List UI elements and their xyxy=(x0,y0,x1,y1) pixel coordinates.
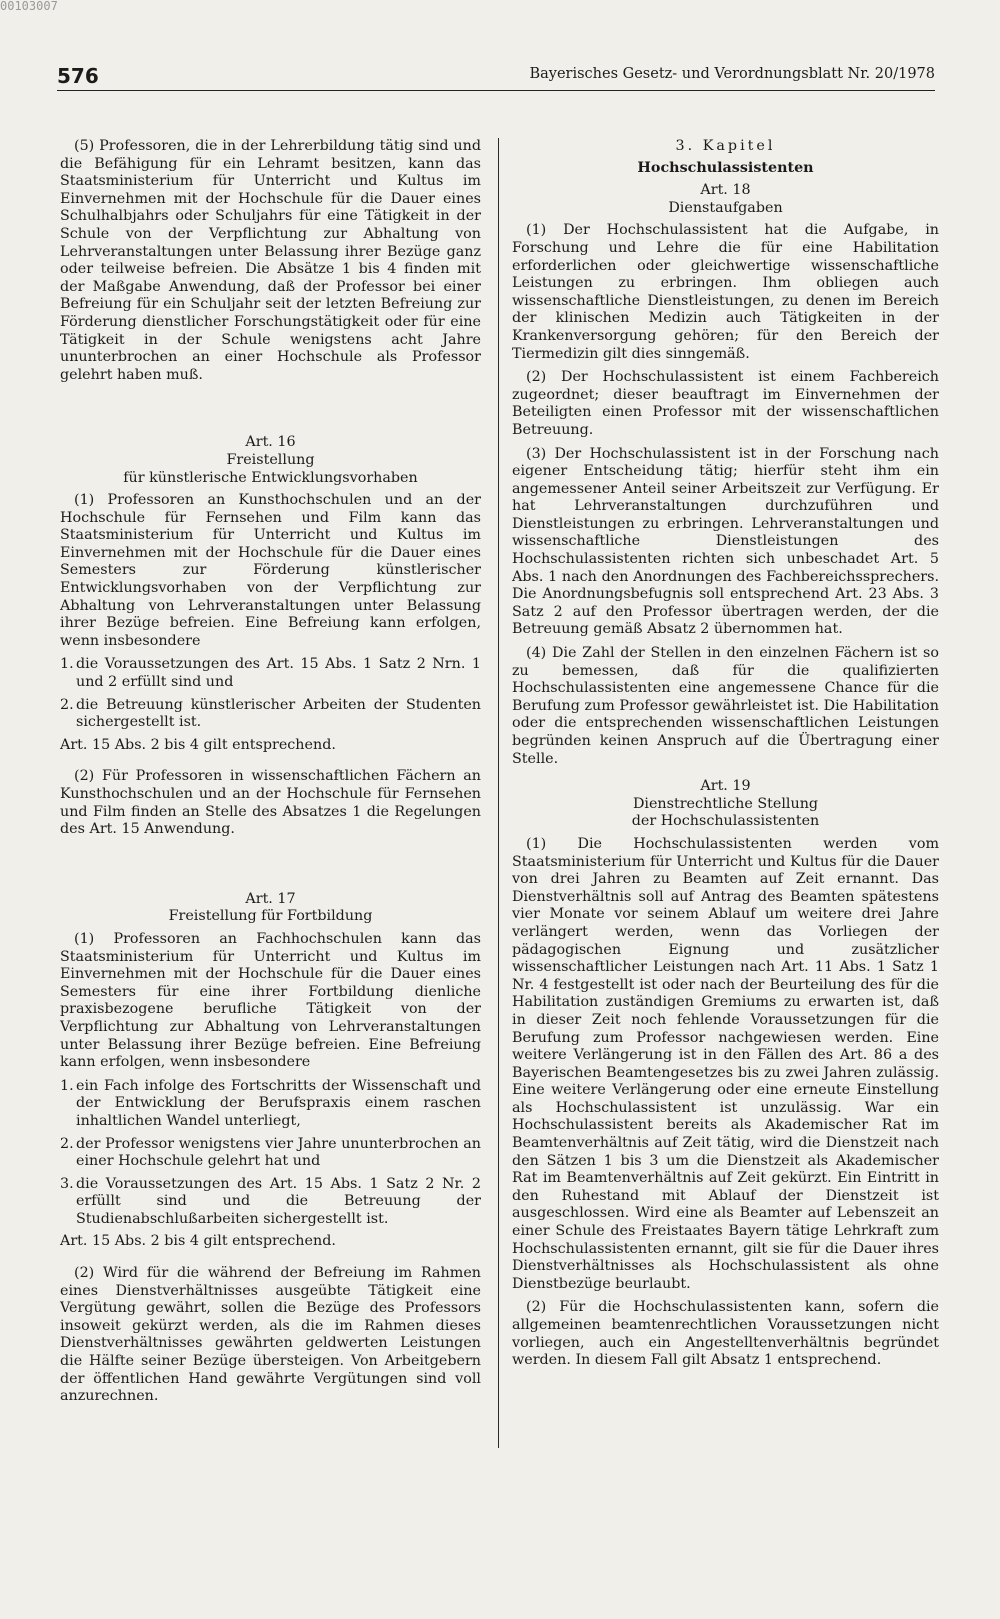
art18-paragraph-1: (1) Der Hochschulassistent hat die Aufgabe, in Forschung und Lehre die für eine Habilitation erforderlichen oder gleichwertige wissenschaftliche Leistungen zu erbringen. Ihm obliegen auch wissenschaftliche Dienstleistungen, zu denen im Bereich der klinischen Medizin auch Tätigkeiten in der Krankenversorgung gehören; für den Bereich der Tiermedizin gilt dies sinngemäß. xyxy=(512,222,939,362)
art17-title: Freistellung für Fortbildung xyxy=(168,908,373,925)
list-number: 2. xyxy=(60,696,74,713)
art18-paragraph-2: (2) Der Hochschulassistent ist einem Fachbereich zugeordnet; dieser beauftragt im Einvernehmen der Beteiligten einen Professor mit der wissenschaftlichen Betreuung. xyxy=(512,369,939,438)
art16-title-line1: Freistellung xyxy=(226,451,315,468)
spacer xyxy=(60,845,481,891)
art18-paragraph-3: (3) Der Hochschulassistent ist in der Forschung nach eigener Entscheidung tätig; hierfür steht ihm ein angemessener Anteil seiner Arbeitszeit zur Verfügung. Er hat Lehrveranstaltungen durchzuführen und Dienstleistungen zu erbringen. Lehrveranstaltungen und wissenschaftliche Dienstleistungen des Hochschulassistenten richten sich unbeschadet Art. 5 Abs. 1 nach den Anordnungen des Fachbereichssprechers. Die Anordnungsbefugnis soll entsprechend Art. 23 Abs. 3 Satz 2 auf den Professor übertragen werden, der die Betreuung gemäß Absatz 2 übernommen hat. xyxy=(512,445,939,638)
art17-list-item xyxy=(60,1078,481,1131)
left-column xyxy=(60,138,481,1412)
art16-paragraph-2: (2) Für Professoren in wissenschaftlichen Fächern an Kunsthochschulen und an der Hochschule für Fernsehen und Film finden an Stelle des Absatzes 1 die Regelungen des Art. 15 Anwendung. xyxy=(60,768,481,838)
right-column xyxy=(512,138,939,1376)
chapter-title: Hochschulassistenten xyxy=(637,159,814,176)
art19-paragraph-1: (1) Die Hochschulassistenten werden vom Staatsministerium für Unterricht und Kultus für die Dauer von drei Jahren zu Beamten auf Zeit ernannt. Das Dienstverhältnis soll auf Antrag des Beamten spätestens vier Monate vor seinem Ablauf um weitere drei Jahre verlängert werden, wenn das Vorliegen der pädagogischen Eignung und zusätzlicher wissenschaftlicher Leistungen nach Art. 11 Abs. 1 Satz 1 Nr. 4 festgestellt ist oder nach der Beurteilung des für die Habilitation zuständigen Gremiums zu erwarten ist, daß in dieser Zeit noch fehlende Voraussetzungen für die Berufung zum Professor nachgewiesen werden. Eine weitere Verlängerung ist in den Fällen des Art. 86 a des Bayerischen Beamtengesetzes bis zu zwei Jahren zulässig. Eine weitere Verlängerung oder eine erneute Einstellung als Hochschulassistent ist unzulässig. War ein Hochschulassistent bereits als Akademischer Rat im Beamtenverhältnis auf Zeit tätig, wird die Dienstzeit nach den Sätzen 1 bis 3 um die Dienstzeit als Akademischer Rat im Beamtenverhältnis auf Zeit gekürzt. Ein Eintritt in den Ruhestand mit Ablauf der Dienstzeit ist ausgeschlossen. Wird eine als Beamter auf Lebenszeit an einer Schule des Freistaates Bayern tätige Lehrkraft zum Hochschulassistenten ernannt, gilt sie für die Dauer ihres Dienstverhältnisses als Hochschulassistent als ohne Dienstbezüge beurlaubt. xyxy=(512,835,939,1292)
list-text: die Betreuung künstlerischer Arbeiten der Studenten sichergestellt ist. xyxy=(76,696,481,731)
art16-title-line2: für künstlerische Entwicklungsvorhaben xyxy=(123,469,418,486)
chapter-heading: 3. Kapitel xyxy=(675,138,776,154)
art16-list-item xyxy=(60,697,481,732)
art18-paragraph-4: (4) Die Zahl der Stellen in den einzelnen Fächern ist so zu bemessen, daß für die qualifizierten Hochschulassistenten eine angemessene Chance für die Berufung zum Professor gewährleistet ist. Die Habilitation oder die entsprechenden wissenschaftlichen Leistungen begründen keinen Anspruch auf die Übertragung einer Stelle. xyxy=(512,645,939,767)
spacer xyxy=(60,760,481,768)
art19-number: Art. 19 xyxy=(700,778,751,795)
list-number: 2. xyxy=(60,1135,74,1152)
page-number: 576 xyxy=(57,64,99,88)
art16-paragraph-1: (1) Professoren an Kunsthochschulen und an der Hochschule für Fernsehen und Film kann das Staatsministerium für Unterricht und Kultus im Einvernehmen mit der Hochschule für die Dauer eines Semesters zur Förderung künstlerischer Entwicklungsvorhaben von der Verpflichtung zur Abhaltung von Lehrveranstaltungen unter Belassung ihrer Bezüge befreien. Eine Befreiung kann erfolgen, wenn insbesondere xyxy=(60,492,481,649)
art16-tail: Art. 15 Abs. 2 bis 4 gilt entsprechend. xyxy=(60,736,336,753)
art17-paragraph-2: (2) Wird für die während der Befreiung im Rahmen eines Dienstverhältnisses ausgeübte Tätigkeit eine Vergütung gewährt, sollen die Bezüge des Professors insoweit gekürzt werden, als die im Rahmen dieses Dienstverhältnisses gewährten geldwerten Leistungen die Hälfte seiner Bezüge übersteigen. Von Arbeitgebern der öffentlichen Hand gewährte Vergütungen sind voll anzurechnen. xyxy=(60,1265,481,1405)
art19-title-line1: Dienstrechtliche Stellung xyxy=(632,795,819,812)
art18-number: Art. 18 xyxy=(700,182,751,199)
art16-number: Art. 16 xyxy=(245,434,296,451)
list-number: 3. xyxy=(60,1175,74,1192)
art17-tail: Art. 15 Abs. 2 bis 4 gilt entsprechend. xyxy=(60,1233,336,1250)
art17-paragraph-1: (1) Professoren an Fachhochschulen kann das Staatsministerium für Unterricht und Kultus im Einvernehmen mit der Hochschule für die Dauer eines Semesters für eine ihrer Fortbildung dienliche praxisbezogene berufliche Tätigkeit von der Verpflichtung zur Abhaltung von Lehrveranstaltungen unter Belassung ihrer Bezüge befreien. Eine Befreiung kann erfolgen, wenn insbesondere xyxy=(60,930,481,1071)
art15-paragraph-5: (5) Professoren, die in der Lehrerbildung tätig sind und die Befähigung für ein Lehramt besitzen, kann das Staatsministerium für Unterricht und Kultus im Einvernehmen mit der Hochschule für die Dauer eines Schulhalbjahrs oder Schuljahrs für eine Tätigkeit in der Schule von der Verpflichtung zur Abhaltung von Lehrveranstaltungen unter Belassung ihrer Bezüge ganz oder teilweise befreien. Die Absätze 1 bis 4 finden mit der Maßgabe Anwendung, daß der Professor bei einer Befreiung für ein Schuljahr seit der letzten Befreiung zur Förderung dienstlicher Forschungstätigkeit oder für eine Tätigkeit in der Schule wenigstens acht Jahre ununterbrochen an einer Hochschule als Professor gelehrt haben muß. xyxy=(60,138,481,383)
art19-paragraph-2: (2) Für die Hochschulassistenten kann, sofern die allgemeinen beamtenrechtlichen Voraussetzungen nicht vorliegen, auch ein Angestelltenverhältnis begründet werden. In diesem Fall gilt Absatz 1 entsprechend. xyxy=(512,1299,939,1369)
spacer xyxy=(60,1257,481,1265)
art16-list-item xyxy=(60,656,481,691)
art17-list-item xyxy=(60,1136,481,1171)
running-title: Bayerisches Gesetz- und Verordnungsblatt Nr. 20/1978 xyxy=(529,66,935,82)
art17-number: Art. 17 xyxy=(245,890,296,907)
column-divider xyxy=(498,138,499,1448)
list-number: 1. xyxy=(60,1077,74,1094)
art18-title: Dienstaufgaben xyxy=(668,199,783,216)
art17-list-item xyxy=(60,1176,481,1229)
list-text: ein Fach infolge des Fortschritts der Wissenschaft und der Entwicklung der Berufspraxis einem raschen inhaltlichen Wandel unterliegt, xyxy=(76,1077,481,1129)
list-text: die Voraussetzungen des Art. 15 Abs. 1 Satz 2 Nrn. 1 und 2 erfüllt sind und xyxy=(76,656,481,691)
list-text: die Voraussetzungen des Art. 15 Abs. 1 Satz 2 Nr. 2 erfüllt sind und die Betreuung der Studienabschlußarbeiten sichergestellt ist. xyxy=(76,1175,481,1227)
page-header xyxy=(57,62,935,91)
list-number: 1. xyxy=(60,656,74,673)
list-text: der Professor wenigstens vier Jahre ununterbrochen an einer Hochschule gelehrt hat und xyxy=(76,1135,481,1170)
spacer xyxy=(60,390,481,434)
art19-title-line2: der Hochschulassistenten xyxy=(631,813,820,830)
archive-stamp: 00103007 xyxy=(0,0,58,13)
